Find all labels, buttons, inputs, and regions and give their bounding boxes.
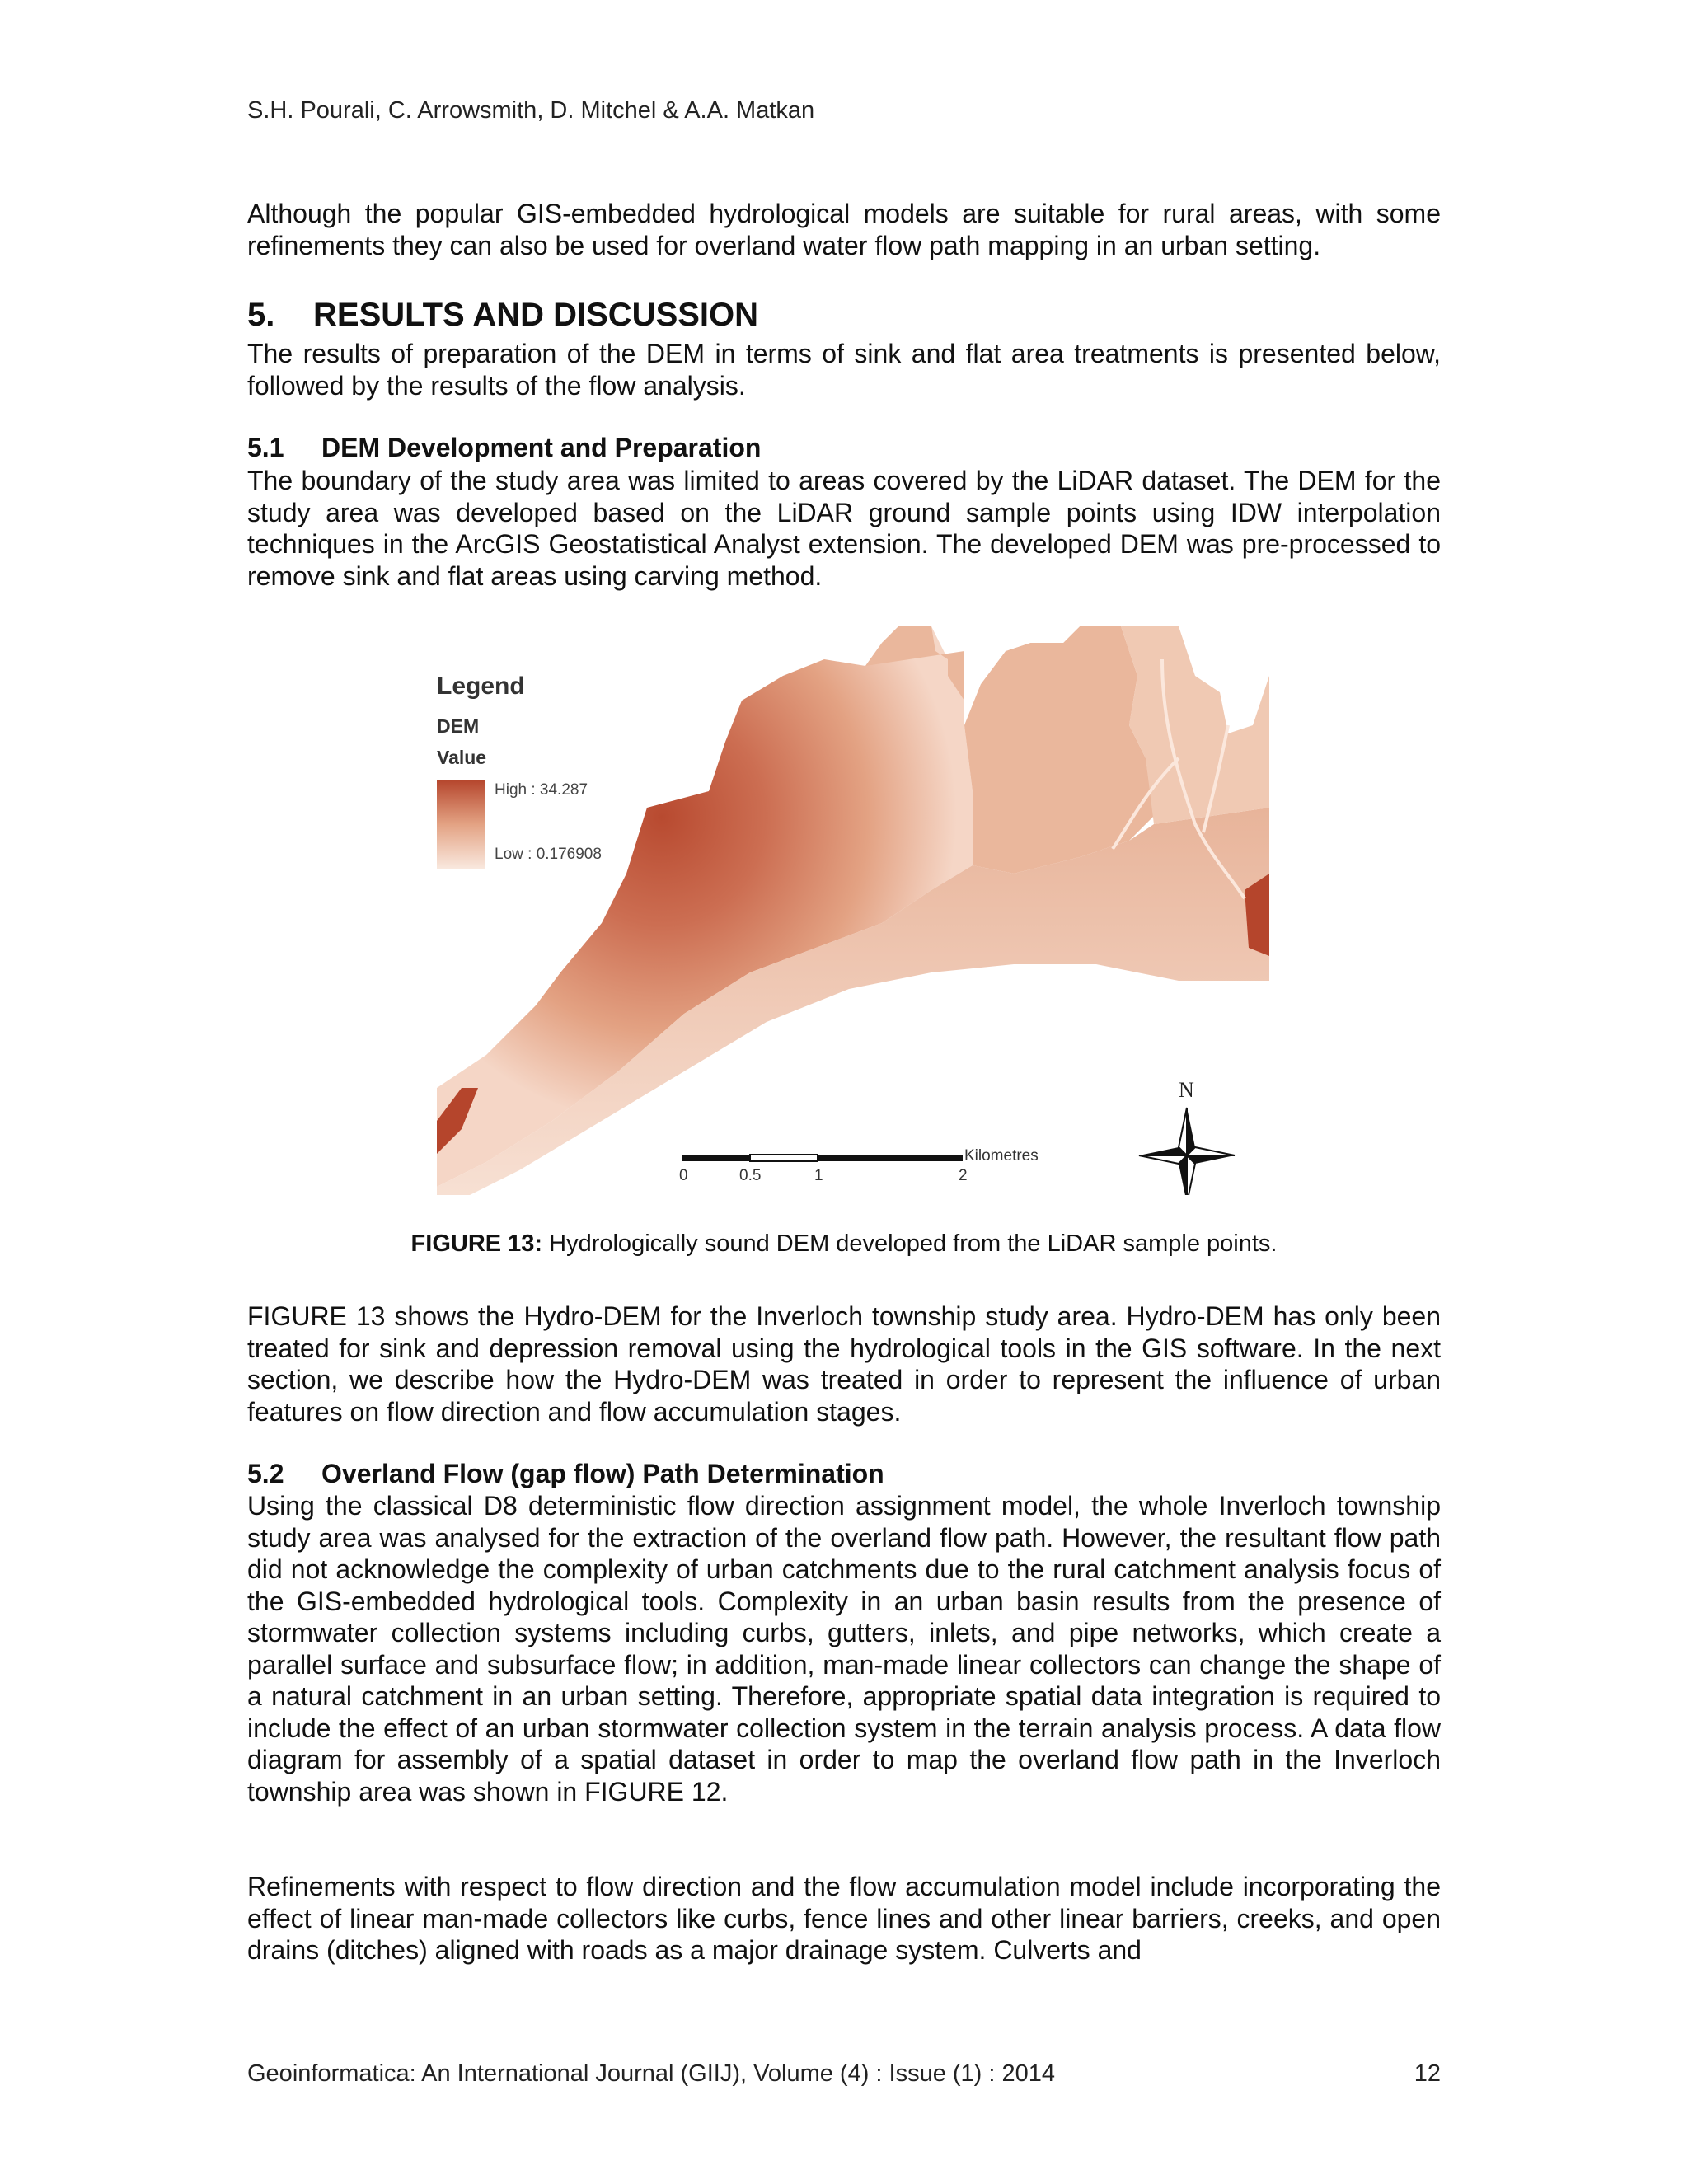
legend-high-label: High : 34.287 (495, 781, 588, 799)
section-title: RESULTS AND DISCUSSION (313, 297, 759, 333)
figure-13-paragraph: FIGURE 13 shows the Hydro-DEM for the Inverloch township study area. Hydro-DEM has only been treated for sink and depression removal using the hydrological tools in the GIS software. In the next section, we describe how the Hydro-DEM was treated in order to represent the influence of urban features on flow direction and flow accumulation stages. (247, 1301, 1441, 1427)
scale-tick: 1 (814, 1167, 823, 1184)
section-number: 5. (247, 297, 275, 333)
subsection-heading-5-2 (247, 1459, 884, 1489)
legend-low-label: Low : 0.176908 (495, 846, 602, 863)
scale-tick: 0 (679, 1167, 688, 1184)
subsection-number: 5.2 (247, 1459, 284, 1488)
subsection-number: 5.1 (247, 433, 284, 462)
refinements-paragraph: Refinements with respect to flow direction and the flow accumulation model include incorporating the effect of linear man-made collectors like curbs, fence lines and other linear barriers, creeks, and open drains (ditches) aligned with roads as a major drainage system. Culverts and (247, 1872, 1441, 1965)
scale-unit-label: Kilometres (964, 1147, 1039, 1165)
intro-paragraph: Although the popular GIS-embedded hydrological models are suitable for rural areas, with some refinements they can also be used for overland water flow path mapping in an urban setting. (247, 199, 1441, 260)
legend-swatch (437, 780, 485, 869)
scale-bar (682, 1155, 963, 1161)
running-header: S.H. Pourali, C. Arrowsmith, D. Mitchel & A.A. Matkan (247, 97, 815, 124)
caption-text: Hydrologically sound DEM developed from the LiDAR sample points. (542, 1230, 1278, 1257)
subsection-title: Overland Flow (gap flow) Path Determination (321, 1459, 884, 1488)
caption-label: FIGURE 13: (410, 1230, 543, 1257)
subsection-5-1-paragraph: The boundary of the study area was limited to areas covered by the LiDAR dataset. The DEM for the study area was developed based on the LiDAR ground sample points using IDW interpolation techniques in the ArcGIS Geostatistical Analyst extension. The developed DEM was pre-processed to remove sink and flat areas using carving method. (247, 466, 1441, 591)
subsection-heading-5-1 (247, 433, 761, 463)
page-number: 12 (1414, 2060, 1441, 2087)
legend-title: Legend (437, 673, 525, 700)
scale-tick: 2 (959, 1167, 968, 1184)
north-label: N (1179, 1078, 1194, 1102)
north-arrow (1139, 1108, 1235, 1195)
figure-caption (247, 1230, 1441, 1258)
dem-map (437, 626, 1269, 1195)
subsection-title: DEM Development and Preparation (321, 433, 762, 462)
legend-value-label: Value (437, 747, 487, 768)
section-heading (247, 297, 758, 334)
journal-citation: Geoinformatica: An International Journal (GIIJ), Volume (4) : Issue (1) : 2014 (247, 2060, 1056, 2087)
section-intro-paragraph: The results of preparation of the DEM in terms of sink and flat area treatments is presented below, followed by the results of the flow analysis. (247, 339, 1441, 401)
dem-figure (437, 626, 1269, 1195)
terrain-area (437, 626, 973, 1187)
subsection-5-2-paragraph: Using the classical D8 deterministic flow direction assignment model, the whole Inverloch township study area was analysed for the extraction of the overland flow path. However, the resultant flow path did not acknowledge the complexity of urban catchments due to the rural catchment analysis focus of the GIS-embedded hydrological tools. Complexity in an urban basin results from the presence of stormwater collection systems including curbs, gutters, inlets, and pipe networks, which create a parallel surface and subsurface flow; in addition, man-made linear collectors can change the shape of a natural catchment in an urban setting. Therefore, appropriate spatial data integration is required to include the effect of an urban stormwater collection system in the terrain analysis process. A data flow diagram for assembly of a spatial dataset in order to map the overland flow path in the Inverloch township area was shown in FIGURE 12. (247, 1491, 1441, 1807)
footer (247, 2060, 1441, 2088)
legend-layer-name: DEM (437, 715, 480, 737)
scale-tick: 0.5 (739, 1167, 762, 1184)
